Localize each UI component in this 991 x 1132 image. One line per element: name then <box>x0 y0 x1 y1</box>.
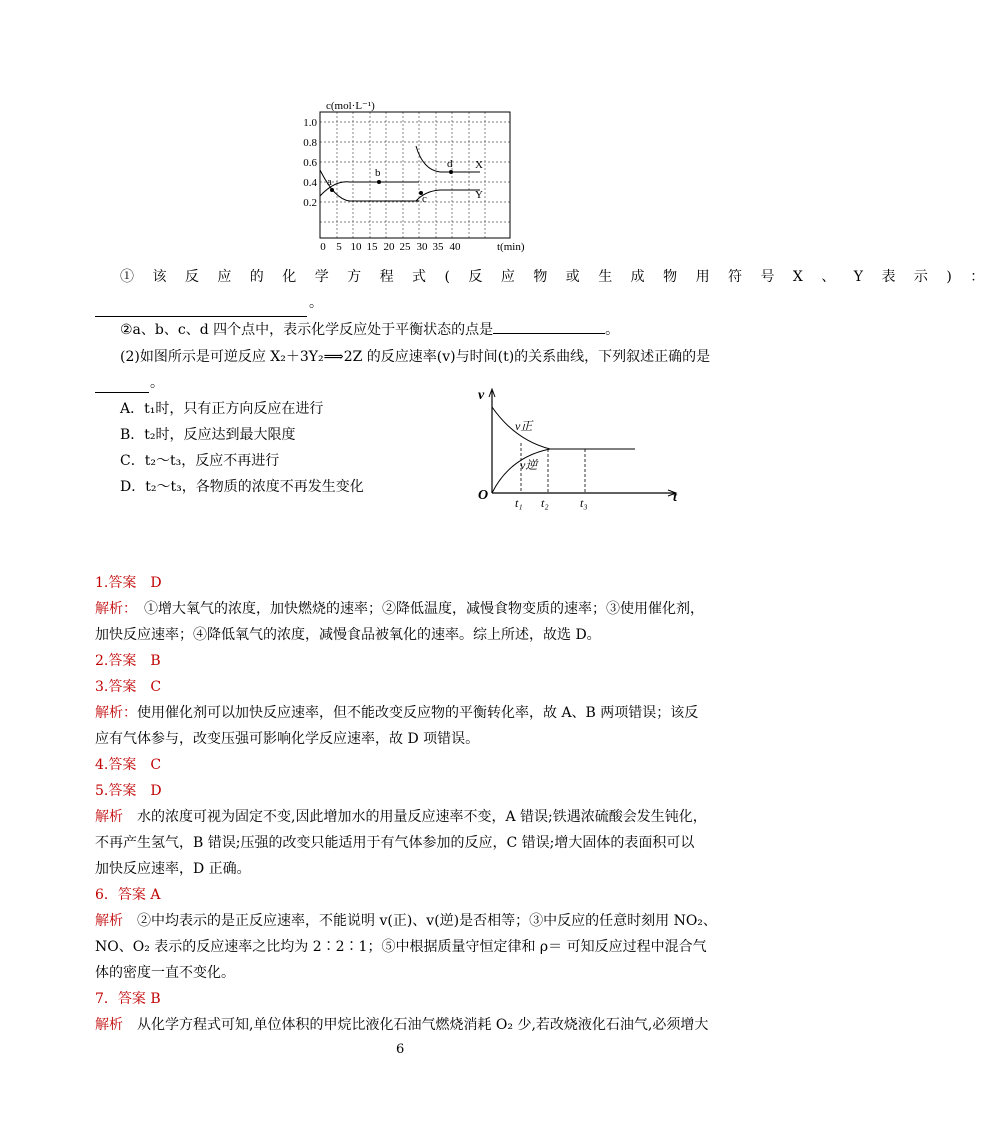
page-number: 6 <box>396 1042 405 1057</box>
answer-6-head: 6．答案 A <box>95 887 161 903</box>
answer-1-label: 解析： <box>95 601 130 617</box>
xtick: 25 <box>399 241 411 253</box>
ytick: 0.4 <box>303 177 317 189</box>
answer-3-line2: 应有气体参与，改变压强可影响化学反应速率，故 D 项错误。 <box>95 731 480 747</box>
v-forward-label: v正 <box>515 419 533 433</box>
answer-3-line1 <box>95 702 698 722</box>
answer-5-body: 水的浓度可视为固定不变,因此增加水的用量反应速率不变，A 错误;铁遇浓硫酸会发生钝化， <box>123 809 707 825</box>
answer-5-label: 解析 <box>95 809 123 825</box>
label-x: X <box>475 159 483 171</box>
answer-1-head: 1.答案 D <box>95 575 162 591</box>
chart1-grid <box>320 112 510 238</box>
chart1-xlabel: t(min) <box>497 241 525 253</box>
answer-1-body: ①增大氧气的浓度，加快燃烧的速率；②降低温度，减慢食物变质的速率；③使用催化剂， <box>130 601 704 617</box>
option-b: B．t₂时，反应达到最大限度 <box>120 427 296 443</box>
answer-3-body: 使用催化剂可以加快反应速率，但不能改变反应物的平衡转化率，故 A、B 两项错误；该反 <box>137 705 699 721</box>
answer-7-label: 解析 <box>95 1017 123 1033</box>
label-a: a <box>327 176 332 188</box>
point-d <box>449 170 453 174</box>
ytick: 0.8 <box>303 137 317 149</box>
xtick: 40 <box>449 241 461 253</box>
label-y: Y <box>475 189 483 201</box>
q3-line1: (2)如图所示是可逆反应 X₂＋3Y₂⟹2Z 的反应速率(v)与时间(t)的关系曲线，下列叙述正确的是 <box>120 349 711 365</box>
answer-3-head: 3.答案 C <box>95 679 162 695</box>
t2-label: t₂ <box>541 496 549 510</box>
label-b: b <box>375 167 381 179</box>
v-forward-curve <box>492 407 635 449</box>
xtick: 0 <box>320 241 326 253</box>
curve-y-initial <box>320 170 419 201</box>
answer-1-line1 <box>95 598 704 618</box>
t1-label: t₁ <box>515 496 523 510</box>
q2-prompt: ②a、b、c、d 四个点中，表示化学反应处于平衡状态的点是 <box>120 322 494 338</box>
rate-time-chart <box>470 385 690 515</box>
answer-2-head: 2.答案 B <box>95 653 161 669</box>
q3-line2-end: 。 <box>150 375 164 391</box>
xtick: 15 <box>366 241 378 253</box>
chart1-yticks <box>303 117 317 209</box>
ytick: 0.6 <box>303 157 317 169</box>
chart1-xticks <box>320 241 461 253</box>
point-a <box>330 188 334 192</box>
q2-answer-blank <box>493 319 605 334</box>
curve-x-initial <box>320 182 419 196</box>
answer-6-line2: NO、O₂ 表示的反应速率之比均为 2∶2∶1；⑤中根据质量守恒定律和 ρ＝ 可知反应过程中混合气 <box>95 939 707 955</box>
q1-answer-blank <box>95 300 307 317</box>
xtick: 10 <box>350 241 362 253</box>
answer-7-head: 7．答案 B <box>95 991 161 1007</box>
answer-5-line2: 不再产生氢气，B 错误;压强的改变只能适用于有气体参加的反应，C 错误;增大固体的表面积可以 <box>95 835 695 851</box>
t3-label: t₃ <box>580 496 588 510</box>
v-reverse-label: v逆 <box>520 458 538 472</box>
option-a: A．t₁时，只有正方向反应在进行 <box>120 401 324 417</box>
answer-5-head: 5.答案 D <box>95 783 162 799</box>
q1-line2-end: 。 <box>309 295 323 311</box>
answer-4-head: 4.答案 C <box>95 757 162 773</box>
answer-3-label: 解析： <box>95 705 137 721</box>
option-d: D．t₂～t₃，各物质的浓度不再发生变化 <box>120 479 364 495</box>
label-d: d <box>447 158 453 170</box>
point-b <box>377 180 381 184</box>
xtick: 5 <box>336 241 342 253</box>
answer-6-label: 解析 <box>95 913 123 929</box>
xtick: 30 <box>416 241 428 253</box>
answer-1-line2: 加快反应速率；④降低氧气的浓度，减慢食品被氧化的速率。综上所述，故选 D。 <box>95 627 601 643</box>
xtick: 35 <box>432 241 444 253</box>
chart1-frame <box>320 112 510 238</box>
answer-6-line1 <box>95 910 717 930</box>
q1-line1: ① 该 反 应 的 化 学 方 程 式 ( 反 应 物 或 生 成 物 用 符 号 X 、 Y 表 示 ) ： <box>120 269 991 285</box>
answer-5-line3: 加快反应速率，D 正确。 <box>95 861 251 877</box>
chart1-ylabel: c(mol·L⁻¹) <box>326 100 375 112</box>
answer-6-line3: 体的密度一直不变化。 <box>95 965 235 981</box>
chart2-ylabel: v <box>478 388 485 403</box>
answer-6-body: ②中均表示的是正反应速率，不能说明 v(正)、v(逆)是否相等；③中反应的任意时刻用 NO₂、 <box>123 913 717 929</box>
ytick: 0.2 <box>303 197 317 209</box>
option-c: C．t₂～t₃，反应不再进行 <box>120 453 280 469</box>
answer-7-line1 <box>95 1014 708 1034</box>
answer-7-body: 从化学方程式可知,单位体积的甲烷比液化石油气燃烧消耗 O₂ 少,若改烧液化石油气,必须增大 <box>123 1017 709 1033</box>
chart2-xlabel: t <box>673 490 677 505</box>
xtick: 20 <box>383 241 395 253</box>
concentration-time-chart <box>290 100 530 260</box>
q3-answer-blank <box>95 378 149 393</box>
q2-end: 。 <box>605 322 620 338</box>
ytick: 1.0 <box>303 117 317 129</box>
q2-text <box>120 319 619 339</box>
label-c: c <box>422 193 427 205</box>
chart2-origin: O <box>478 488 489 503</box>
answer-5-line1 <box>95 806 707 826</box>
